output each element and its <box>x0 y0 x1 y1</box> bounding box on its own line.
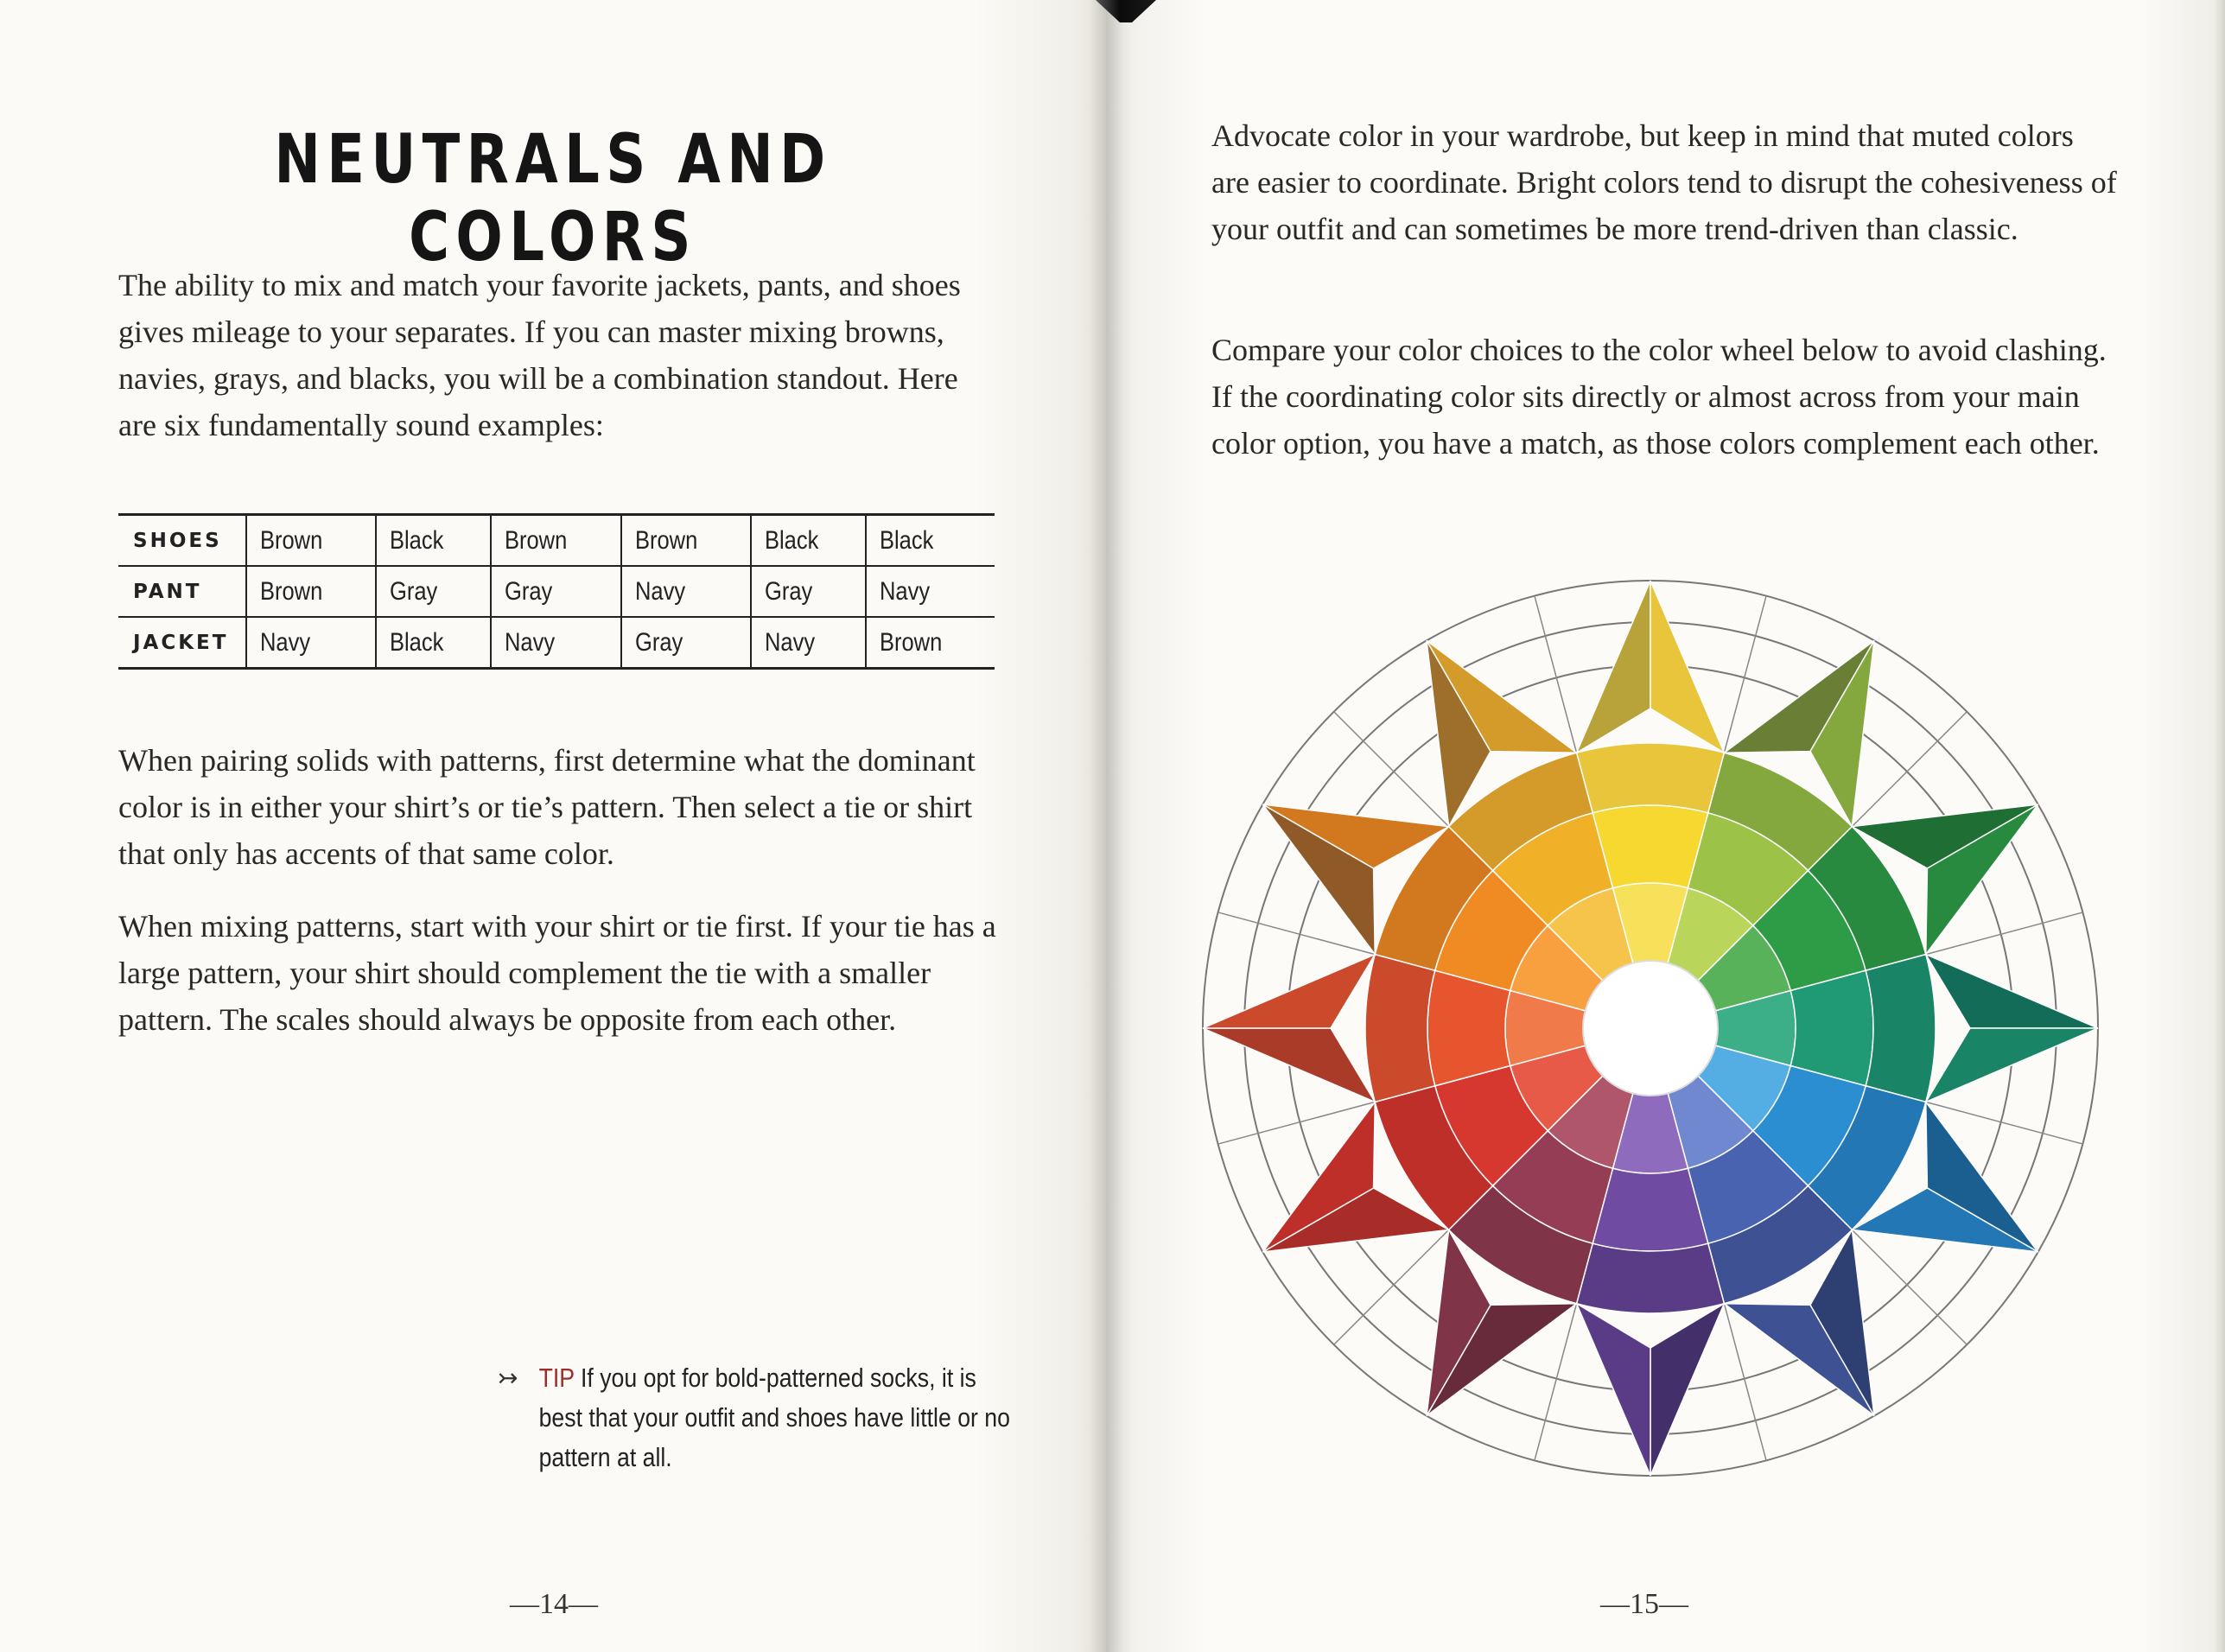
tip-body <box>499 1358 1014 1477</box>
table-cell <box>376 617 491 669</box>
tip-label: TIP <box>538 1363 575 1393</box>
table-cell <box>491 617 620 669</box>
cell-value: Brown <box>634 525 698 555</box>
cell-value: Black <box>390 525 444 555</box>
blue-green-star-point-left <box>1926 955 2098 1028</box>
compare-paragraph: Compare your color choices to the color wheel below to avoid clashing. If the coordinating color sits directly or almost across from your main color option, you have a match, as those colors complement each other. <box>1211 333 2107 461</box>
cell-value: Black <box>880 525 934 555</box>
wheel-center <box>1583 961 1718 1096</box>
cell-value: Brown <box>505 525 568 555</box>
color-wheel <box>1192 570 2108 1486</box>
patterns-paragraph: When pairing solids with patterns, first determine what the dominant color is in either your shirt’s or tie’s pattern. Then select a tie or shirt that only has accents of that same color. <box>118 743 976 871</box>
table-cell <box>246 617 376 669</box>
table-cell <box>866 515 995 567</box>
violet-star-point-left <box>1650 1304 1724 1476</box>
cell-value: Gray <box>390 576 438 606</box>
cell-value: Gray <box>765 576 813 606</box>
left-page <box>0 0 1106 1652</box>
table-row <box>118 617 995 669</box>
tip-callout <box>499 1358 1018 1477</box>
violet-ring-3 <box>1577 1243 1725 1313</box>
intro-paragraph: The ability to mix and match your favorite jackets, pants, and shoes gives mileage to your separates. If you can master mixing browns, navies, grays, and blacks, you will be a combination standout. Here are six fundamentally sound examples: <box>118 268 961 442</box>
table-cell <box>246 566 376 617</box>
cell-value: Black <box>390 627 444 657</box>
violet-star-point-right <box>1577 1304 1650 1476</box>
wheel-spoke <box>1852 712 1967 827</box>
table-cell <box>751 515 866 567</box>
table-cell <box>246 515 376 567</box>
table-row <box>118 515 995 567</box>
table-cell <box>621 515 751 567</box>
combination-table <box>118 513 995 670</box>
table-cell <box>376 515 491 567</box>
wheel-spoke <box>1334 1229 1449 1344</box>
table-cell <box>491 566 620 617</box>
cell-value: Gray <box>634 627 683 657</box>
table-cell <box>751 617 866 669</box>
tip-text: If you opt for bold-patterned socks, it is best that your outfit and shoes have little or no pattern at all. <box>538 1363 1010 1472</box>
red-orange-ring-3 <box>1365 955 1435 1102</box>
table-cell <box>751 566 866 617</box>
table-cell <box>621 566 751 617</box>
mixing-paragraph: When mixing patterns, start with your shirt or tie first. If your tie has a large pattern, your shirt should complement the tie with a smaller pattern. The scales should always be opposite from each other. <box>118 909 996 1037</box>
cell-value: Brown <box>260 525 323 555</box>
cell-value: Black <box>765 525 819 555</box>
yellow-star-point-right <box>1650 581 1724 753</box>
table-cell <box>376 566 491 617</box>
table-cell <box>621 617 751 669</box>
row-label: PANT <box>118 566 246 617</box>
advocate-paragraph: Advocate color in your wardrobe, but keep in mind that muted colors are easier to coordinate. Bright colors tend to disrupt the cohesiveness of your outfit and can sometimes be more trend-driven than classic. <box>1211 118 2117 246</box>
row-label: JACKET <box>118 617 246 669</box>
cell-value: Brown <box>260 576 323 606</box>
cell-value: Brown <box>880 627 943 657</box>
page-number-left: —14— <box>510 1588 598 1620</box>
row-label: SHOES <box>118 515 246 567</box>
blue-green-star-point-right <box>1926 1028 2098 1102</box>
page-number-right: —15— <box>1600 1588 1688 1620</box>
red-orange-star-point-right <box>1203 955 1375 1028</box>
table-cell <box>866 566 995 617</box>
cell-value: Navy <box>260 627 311 657</box>
yellow-star-point-left <box>1577 581 1650 753</box>
table-cell <box>866 617 995 669</box>
table-cell <box>491 515 620 567</box>
cell-value: Navy <box>880 576 931 606</box>
page-heading: NEUTRALS AND COLORS <box>274 121 832 276</box>
arrow-icon: ↣ <box>498 1364 518 1391</box>
wheel-spoke <box>1334 712 1449 827</box>
cell-value: Navy <box>505 627 556 657</box>
red-orange-star-point-left <box>1203 1028 1375 1102</box>
wheel-spoke <box>1852 1229 1967 1344</box>
book-gutter <box>1089 0 1123 1652</box>
cell-value: Gray <box>505 576 553 606</box>
cell-value: Navy <box>765 627 816 657</box>
table-row <box>118 566 995 617</box>
cell-value: Navy <box>634 576 685 606</box>
blue-green-ring-3 <box>1866 955 1936 1102</box>
yellow-ring-3 <box>1577 743 1725 813</box>
